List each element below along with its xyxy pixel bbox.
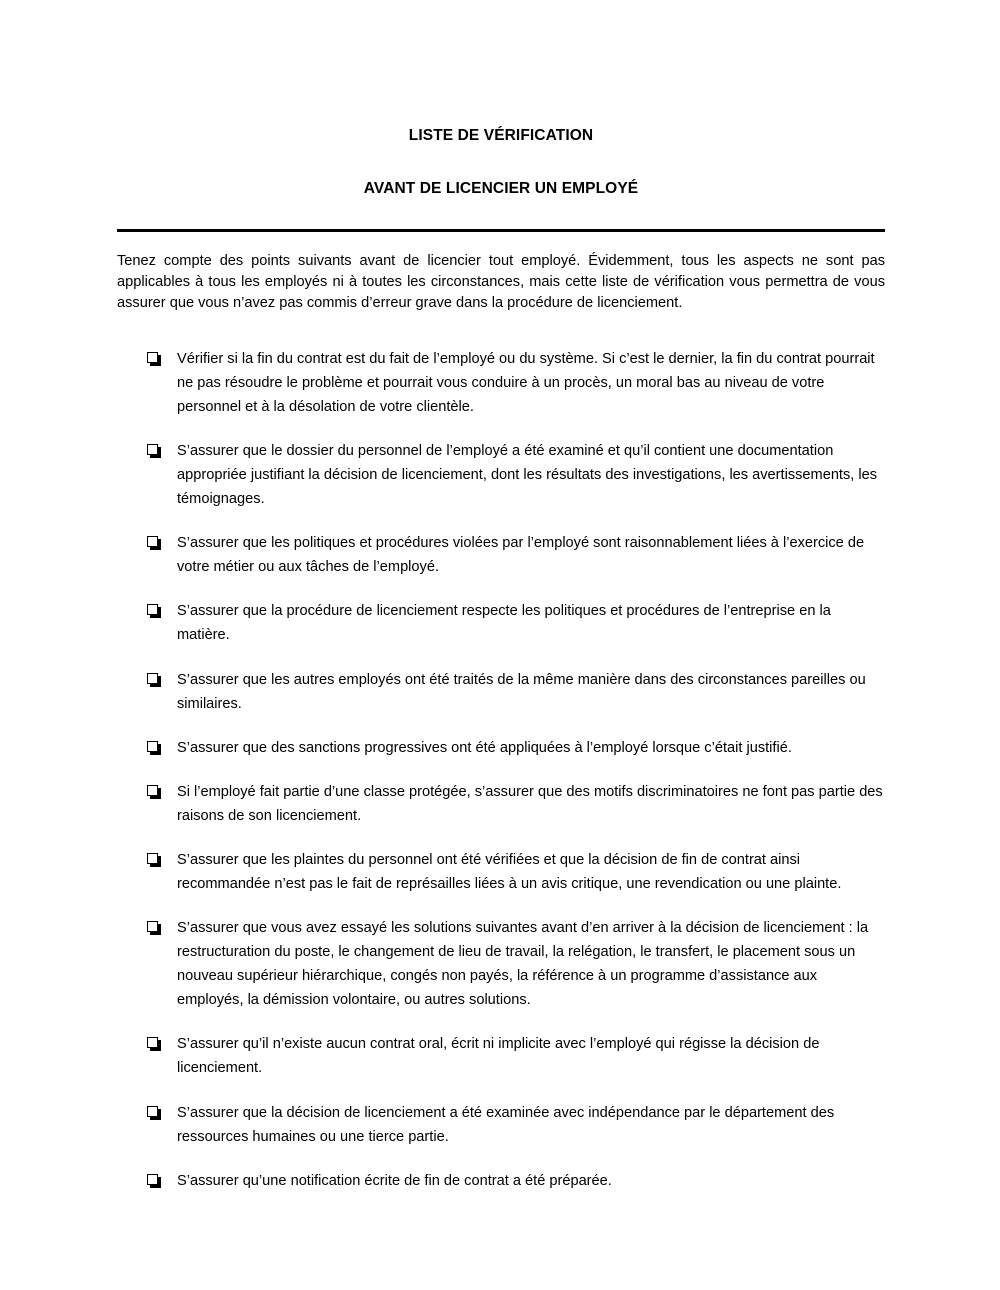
checkbox-unchecked-icon[interactable] (147, 536, 160, 549)
checklist-item[interactable] (117, 916, 885, 1012)
checklist-item[interactable] (117, 848, 885, 896)
page-title-line-1: LISTE DE VÉRIFICATION (408, 127, 594, 144)
intro-paragraph: Tenez compte des points suivants avant de licencier tout employé. Évidemment, tous les aspects ne sont pas applicables à tous les employés ni à toutes les circonstances, mais cette liste de vérification vous permettra de vous assurer que vous n’avez pas commis d’erreur grave dans la procédure de licenciement. (117, 252, 885, 311)
checklist-item[interactable] (117, 668, 885, 716)
checklist-item[interactable] (117, 439, 885, 511)
checklist-item-label: S’assurer que des sanctions progressives ont été appliquées à l’employé lorsque c’était justifié. (177, 739, 792, 756)
checklist-item-label: S’assurer qu’une notification écrite de fin de contrat a été préparée. (177, 1172, 612, 1189)
header-divider (117, 229, 885, 232)
checklist-item[interactable] (117, 1169, 885, 1193)
checklist-item-label: S’assurer que les politiques et procédures violées par l’employé sont raisonnablement liées à l’exercice de votre métier ou aux tâches de l’employé. (177, 535, 865, 576)
checklist-item-label: S’assurer que les plaintes du personnel ont été vérifiées et que la décision de fin de contrat ainsi recommandée n’est pas le fait de représailles liées à un avis critique, une revendication ou une plainte. (177, 851, 842, 892)
checkbox-unchecked-icon[interactable] (147, 741, 160, 754)
checklist (117, 347, 885, 1193)
document-body (117, 0, 885, 1193)
checkbox-unchecked-icon[interactable] (147, 673, 160, 686)
checklist-item[interactable] (117, 736, 885, 760)
checklist-item-label: S’assurer que vous avez essayé les solutions suivantes avant d’en arriver à la décision de licenciement : la restructuration du poste, le changement de lieu de travail, la relégation, le transfert, le placement sous un nouveau supérieur hiérarchique, congés non payés, la référence à un programme d’assistance aux employés, la démission volontaire, ou autres solutions. (177, 920, 869, 1009)
page-title-line-2: AVANT DE LICENCIER UN EMPLOYÉ (363, 180, 639, 198)
checklist-item-label: S’assurer que la procédure de licenciement respecte les politiques et procédures de l’entreprise en la matière. (177, 603, 831, 644)
checklist-item-label: S’assurer que le dossier du personnel de l’employé a été examiné et qu’il contient une documentation appropriée justifiant la décision de licenciement, dont les résultats des investigations, les avertissements, les témoignages. (177, 442, 878, 508)
checkbox-unchecked-icon[interactable] (147, 853, 160, 866)
checklist-item-label: S’assurer que les autres employés ont été traités de la même manière dans des circonstances pareilles ou similaires. (177, 671, 866, 712)
checkbox-unchecked-icon[interactable] (147, 1174, 160, 1187)
checkbox-unchecked-icon[interactable] (147, 352, 160, 365)
checklist-item-label: S’assurer qu’il n’existe aucun contrat oral, écrit ni implicite avec l’employé qui régisse la décision de licenciement. (177, 1036, 820, 1077)
checklist-item[interactable] (117, 599, 885, 647)
title-block (117, 0, 885, 199)
checklist-item[interactable] (117, 1101, 885, 1149)
checklist-item[interactable] (117, 1032, 885, 1080)
checkbox-unchecked-icon[interactable] (147, 785, 160, 798)
checkbox-unchecked-icon[interactable] (147, 1037, 160, 1050)
checklist-item[interactable] (117, 347, 885, 419)
checkbox-unchecked-icon[interactable] (147, 444, 160, 457)
checkbox-unchecked-icon[interactable] (147, 921, 160, 934)
checklist-item-label: Vérifier si la fin du contrat est du fait de l’employé ou du système. Si c’est le dernier, la fin du contrat pourrait ne pas résoudre le problème et pourrait vous conduire à un procès, un moral bas au niveau de votre personnel et à la désolation de votre clientèle. (177, 350, 875, 415)
checklist-item[interactable] (117, 780, 885, 828)
checklist-item-label: S’assurer que la décision de licenciement a été examinée avec indépendance par le département des ressources humaines ou une tierce partie. (177, 1104, 835, 1145)
checklist-item[interactable] (117, 531, 885, 579)
checkbox-unchecked-icon[interactable] (147, 604, 160, 617)
checkbox-unchecked-icon[interactable] (147, 1106, 160, 1119)
checklist-item-label: Si l’employé fait partie d’une classe protégée, s’assurer que des motifs discriminatoires ne font pas partie des raisons de son licenciement. (177, 783, 883, 824)
